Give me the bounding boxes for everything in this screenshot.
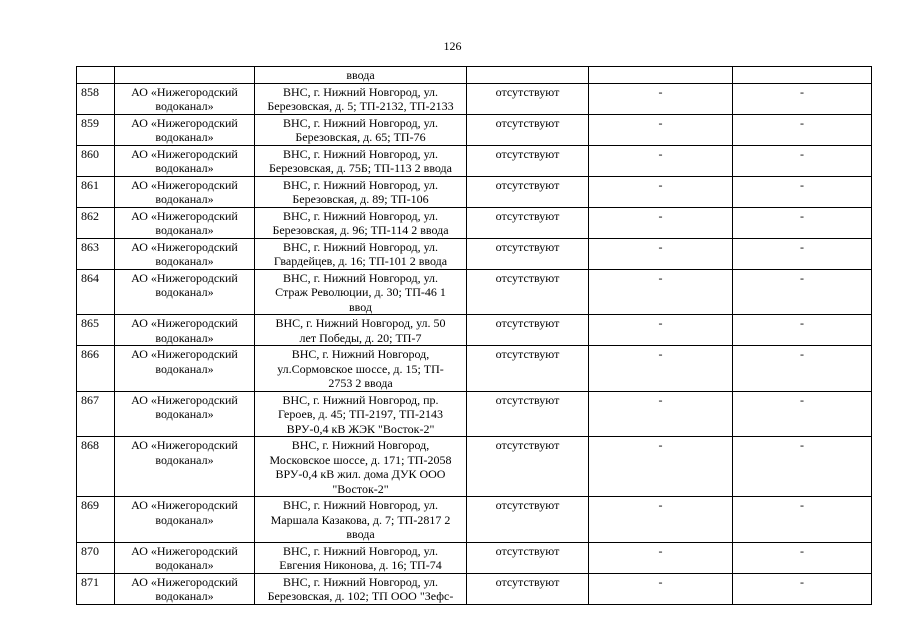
- object-cell: [255, 497, 467, 543]
- row-number-cell: 862: [77, 207, 115, 238]
- table-row: [77, 315, 872, 346]
- organization-cell: [115, 238, 255, 269]
- status-cell: отсутствуют: [467, 346, 589, 392]
- cell-line: водоканал»: [155, 161, 214, 175]
- cell-line: ввода: [346, 527, 375, 541]
- column-6-cell: -: [733, 542, 872, 573]
- status-cell: отсутствуют: [467, 573, 589, 604]
- organization-cell: [115, 346, 255, 392]
- object-cell: [255, 67, 467, 84]
- row-number-cell: 858: [77, 83, 115, 114]
- cell-line: водоканал»: [155, 589, 214, 603]
- column-5-cell: -: [589, 391, 733, 437]
- column-5-cell: -: [589, 238, 733, 269]
- cell-line: водоканал»: [155, 130, 214, 144]
- table-row: [77, 176, 872, 207]
- column-6-cell: -: [733, 573, 872, 604]
- organization-cell: [115, 269, 255, 315]
- row-number-cell: 863: [77, 238, 115, 269]
- column-5-cell: -: [589, 145, 733, 176]
- status-cell: отсутствуют: [467, 114, 589, 145]
- cell-line: Березовская, д. 65; ТП-76: [295, 130, 426, 144]
- cell-line: ВНС, г. Нижний Новгород,: [291, 347, 430, 361]
- column-5-cell: -: [589, 114, 733, 145]
- cell-line: АО «Нижегородский: [131, 84, 238, 99]
- row-number-cell: 868: [77, 437, 115, 497]
- column-6-cell: -: [733, 145, 872, 176]
- cell-line: ВНС, г. Нижний Новгород, ул.: [282, 498, 439, 512]
- cell-line: водоканал»: [155, 192, 214, 206]
- cell-line: ВНС, г. Нижний Новгород, ул.: [282, 177, 439, 192]
- column-6-cell: [733, 67, 872, 84]
- table-row: [77, 573, 872, 604]
- cell-line: водоканал»: [155, 407, 214, 421]
- column-6-cell: -: [733, 207, 872, 238]
- cell-line: водоканал»: [155, 512, 214, 527]
- column-6-cell: -: [733, 497, 872, 543]
- row-number-cell: 866: [77, 346, 115, 392]
- organization-cell: [115, 145, 255, 176]
- cell-line: водоканал»: [155, 330, 214, 345]
- cell-line: ВРУ-0,4 кВ ЖЭК "Восток-2": [286, 421, 435, 436]
- cell-line: ВНС, г. Нижний Новгород, ул.: [282, 146, 439, 161]
- cell-line: АО «Нижегородский: [131, 115, 238, 130]
- cell-line: ввода: [346, 68, 375, 82]
- cell-line: АО «Нижегородский: [131, 270, 238, 285]
- cell-line: АО «Нижегородский: [131, 316, 238, 330]
- object-cell: [255, 346, 467, 392]
- cell-line: АО «Нижегородский: [131, 498, 238, 512]
- cell-line: ВНС, г. Нижний Новгород, ул.: [282, 574, 439, 589]
- cell-line: водоканал»: [155, 361, 214, 376]
- organization-cell: [115, 391, 255, 437]
- row-number-cell: 867: [77, 391, 115, 437]
- row-number-cell: 865: [77, 315, 115, 346]
- table-body: [77, 67, 872, 605]
- cell-line: Гвардейцев, д. 16; ТП-101 2 ввода: [273, 254, 448, 268]
- status-cell: отсутствуют: [467, 542, 589, 573]
- cell-line: Московское шоссе, д. 171; ТП-2058: [269, 452, 452, 467]
- cell-line: АО «Нижегородский: [131, 543, 238, 558]
- cell-line: ВНС, г. Нижний Новгород, ул.: [282, 208, 439, 223]
- cell-line: АО «Нижегородский: [131, 239, 238, 254]
- object-cell: [255, 176, 467, 207]
- status-cell: отсутствуют: [467, 497, 589, 543]
- cell-line: Березовская, д. 89; ТП-106: [292, 192, 429, 206]
- cell-line: Героев, д. 45; ТП-2197, ТП-2143: [278, 407, 443, 421]
- table-row: [77, 238, 872, 269]
- cell-line: водоканал»: [155, 254, 214, 268]
- status-cell: отсутствуют: [467, 269, 589, 315]
- cell-line: ВНС, г. Нижний Новгород, ул.: [282, 543, 439, 558]
- cell-line: АО «Нижегородский: [131, 146, 238, 161]
- cell-line: Страж Революции, д. 30; ТП-46 1: [275, 285, 446, 299]
- table-row: [77, 542, 872, 573]
- column-5-cell: -: [589, 207, 733, 238]
- cell-line: Маршала Казакова, д. 7; ТП-2817 2: [270, 512, 451, 527]
- column-5-cell: -: [589, 573, 733, 604]
- column-5-cell: -: [589, 269, 733, 315]
- organization-cell: [115, 176, 255, 207]
- row-number-cell: 869: [77, 497, 115, 543]
- row-number-cell: 864: [77, 269, 115, 315]
- object-cell: [255, 114, 467, 145]
- cell-line: ВНС, г. Нижний Новгород,: [291, 438, 430, 452]
- column-6-cell: -: [733, 346, 872, 392]
- status-cell: отсутствуют: [467, 391, 589, 437]
- column-5-cell: -: [589, 176, 733, 207]
- cell-line: АО «Нижегородский: [131, 177, 238, 192]
- object-cell: [255, 391, 467, 437]
- organization-cell: [115, 542, 255, 573]
- column-6-cell: -: [733, 176, 872, 207]
- organization-cell: [115, 67, 255, 84]
- cell-line: водоканал»: [155, 558, 214, 572]
- cell-line: Березовская, д. 5; ТП-2132, ТП-2133: [267, 99, 454, 113]
- column-6-cell: -: [733, 83, 872, 114]
- status-cell: отсутствуют: [467, 437, 589, 497]
- cell-line: "Восток-2": [332, 481, 389, 496]
- cell-line: АО «Нижегородский: [131, 438, 238, 452]
- cell-line: АО «Нижегородский: [131, 392, 238, 407]
- column-5-cell: -: [589, 83, 733, 114]
- cell-line: ВНС, г. Нижний Новгород, ул. 50: [275, 316, 446, 330]
- column-5-cell: -: [589, 346, 733, 392]
- cell-line: водоканал»: [155, 223, 214, 237]
- row-number-cell: 861: [77, 176, 115, 207]
- cell-line: АО «Нижегородский: [131, 574, 238, 589]
- cell-line: Евгения Никонова, д. 16; ТП-74: [279, 558, 442, 572]
- column-5-cell: [589, 67, 733, 84]
- table-row: [77, 497, 872, 543]
- object-cell: [255, 437, 467, 497]
- cell-line: Березовская, д. 102; ТП ООО "Зефс-: [267, 589, 454, 603]
- organization-cell: [115, 83, 255, 114]
- object-cell: [255, 83, 467, 114]
- object-cell: [255, 269, 467, 315]
- column-5-cell: -: [589, 542, 733, 573]
- status-cell: отсутствуют: [467, 315, 589, 346]
- cell-line: водоканал»: [155, 285, 214, 299]
- object-cell: [255, 238, 467, 269]
- column-5-cell: -: [589, 497, 733, 543]
- row-number-cell: [77, 67, 115, 84]
- data-table: [76, 66, 872, 605]
- table-row: [77, 437, 872, 497]
- cell-line: АО «Нижегородский: [131, 347, 238, 361]
- page-number: 126: [443, 39, 462, 53]
- column-6-cell: -: [733, 114, 872, 145]
- organization-cell: [115, 437, 255, 497]
- cell-line: ВНС, г. Нижний Новгород, ул.: [282, 115, 439, 130]
- cell-line: ВНС, г. Нижний Новгород, ул.: [282, 84, 439, 99]
- column-6-cell: -: [733, 437, 872, 497]
- cell-line: водоканал»: [155, 452, 214, 467]
- status-cell: [467, 67, 589, 84]
- table-row-continuation: [77, 67, 872, 84]
- status-cell: отсутствуют: [467, 207, 589, 238]
- table-row: [77, 207, 872, 238]
- status-cell: отсутствуют: [467, 238, 589, 269]
- cell-line: АО «Нижегородский: [131, 208, 238, 223]
- cell-line: 2753 2 ввода: [328, 376, 393, 390]
- cell-line: ввод: [348, 299, 372, 314]
- organization-cell: [115, 315, 255, 346]
- cell-line: ВРУ-0,4 кВ жил. дома ДУК ООО: [275, 467, 446, 481]
- row-number-cell: 870: [77, 542, 115, 573]
- cell-line: лет Победы, д. 20; ТП-7: [299, 330, 422, 345]
- cell-line: Березовская, д. 96; ТП-114 2 ввода: [272, 223, 449, 237]
- object-cell: [255, 573, 467, 604]
- cell-line: ул.Сормовское шоссе, д. 15; ТП-: [277, 361, 444, 376]
- column-6-cell: -: [733, 315, 872, 346]
- organization-cell: [115, 573, 255, 604]
- organization-cell: [115, 497, 255, 543]
- table-row: [77, 83, 872, 114]
- column-6-cell: -: [733, 269, 872, 315]
- table-row: [77, 145, 872, 176]
- object-cell: [255, 542, 467, 573]
- organization-cell: [115, 207, 255, 238]
- column-6-cell: -: [733, 391, 872, 437]
- status-cell: отсутствуют: [467, 83, 589, 114]
- cell-line: Березовская, д. 75Б; ТП-113 2 ввода: [269, 161, 452, 175]
- column-5-cell: -: [589, 437, 733, 497]
- object-cell: [255, 207, 467, 238]
- table-row: [77, 391, 872, 437]
- cell-line: ВНС, г. Нижний Новгород, ул.: [282, 239, 439, 254]
- status-cell: отсутствуют: [467, 145, 589, 176]
- object-cell: [255, 315, 467, 346]
- cell-line: ВНС, г. Нижний Новгород, пр.: [282, 392, 439, 407]
- row-number-cell: 860: [77, 145, 115, 176]
- table-row: [77, 269, 872, 315]
- table-row: [77, 346, 872, 392]
- table-row: [77, 114, 872, 145]
- cell-line: ВНС, г. Нижний Новгород, ул.: [282, 270, 439, 285]
- object-cell: [255, 145, 467, 176]
- cell-line: водоканал»: [155, 99, 214, 113]
- status-cell: отсутствуют: [467, 176, 589, 207]
- column-6-cell: -: [733, 238, 872, 269]
- row-number-cell: 859: [77, 114, 115, 145]
- row-number-cell: 871: [77, 573, 115, 604]
- organization-cell: [115, 114, 255, 145]
- column-5-cell: -: [589, 315, 733, 346]
